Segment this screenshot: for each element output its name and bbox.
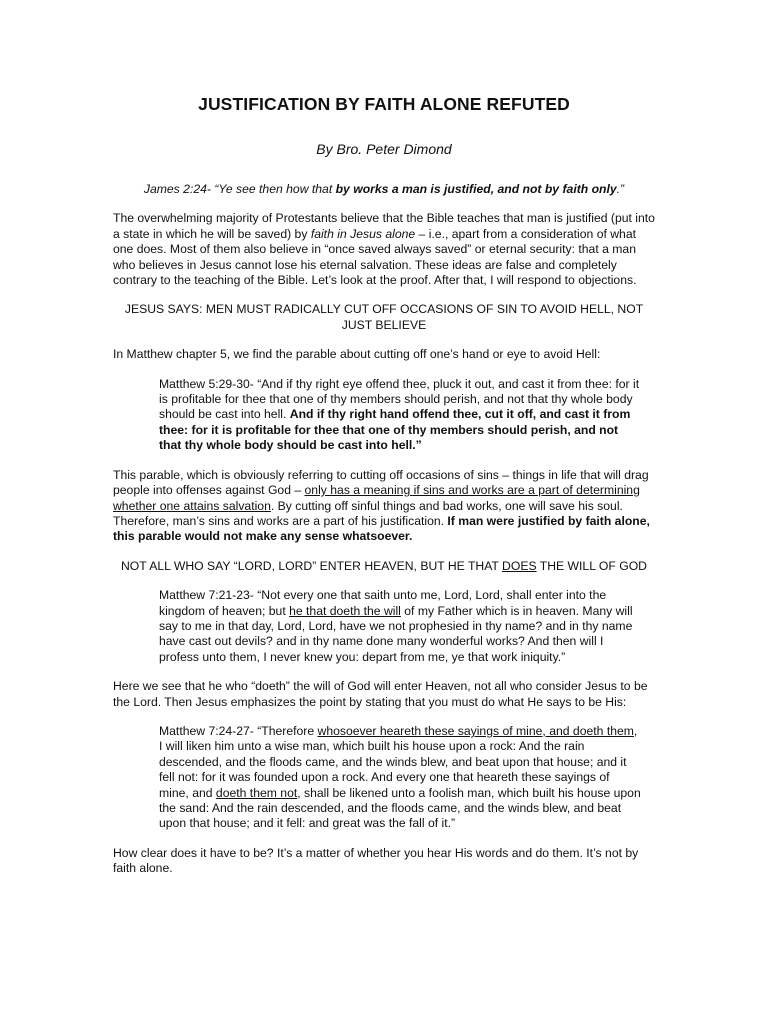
- para3-bold: If man were justified by faith alone, this parable would not make any sense whatsoever.: [113, 513, 650, 544]
- epigraph-ref: James 2:24- “Ye see then how that: [143, 182, 336, 196]
- epigraph-verse: [113, 182, 655, 197]
- quote1-bold: And if thy right hand offend thee, cut it off, and cast it from thee: for it is profitable for thee that one of thy members should perish, and not that thy whole body should be cast into hell.”: [159, 407, 631, 453]
- para3-underline: only has a meaning if sins and works are a part of determining whether one attains salvation: [113, 483, 640, 513]
- intro-paragraph: [113, 211, 655, 288]
- quote3-underline-2: doeth them not: [215, 785, 298, 800]
- intro-italic: faith in Jesus alone: [310, 226, 416, 241]
- quote2-text-2: of my Father which is in heaven. Many will say to me in that day, Lord, Lord, have we not prophesied in thy name? and in thy name have cast out devils? and in thy name done many wonderful works? And then will I profess unto them, I never knew you: depart from me, ye that work iniquity.”: [159, 603, 633, 664]
- quote-matthew-7-21: [159, 588, 641, 665]
- heading2-underline: DOES: [502, 558, 537, 573]
- quote2-underline: he that doeth the will: [289, 603, 401, 618]
- quote3-text-3: , shall be likened unto a foolish man, which built his house upon the sand: And the rain descended, and the floods came, and the winds blew, and beat upon that house; and it fell: and great was the fall of it.”: [159, 785, 641, 831]
- paragraph-conclusion: How clear does it have to be? It’s a matter of whether you hear His words and do them. It’s not by faith alone.: [113, 845, 639, 876]
- heading2-text-2: THE WILL OF GOD: [536, 558, 647, 573]
- quote-matthew-7-24: [159, 724, 641, 832]
- paragraph-doeth-will: Here we see that he who “doeth” the will of God will enter Heaven, not all who consider Jesus to be the Lord. Then Jesus emphasizes the point by stating that you must do what He says to be His:: [113, 679, 648, 709]
- quote1-text: Matthew 5:29-30- “And if thy right eye offend thee, pluck it out, and cast it from thee: for it is profitable for thee that one of thy members should perish, and not that thy whole body should be cast into hell.: [159, 376, 640, 422]
- quote3-text-2: , I will liken him unto a wise man, which built his house upon a rock: And the rain descended, and the floods came, and the winds blew, and beat upon that house; and it fell not: for it was founded upon a rock. And every one that heareth these sayings of mine, and: [159, 723, 638, 800]
- section-heading-2: [113, 559, 655, 574]
- document-title: JUSTIFICATION BY FAITH ALONE REFUTED: [198, 94, 570, 114]
- section-heading-1: JESUS SAYS: MEN MUST RADICALLY CUT OFF OCCASIONS OF SIN TO AVOID HELL, NOT JUST BELIEVE: [124, 302, 644, 332]
- quote3-text-1: Matthew 7:24-27- “Therefore: [159, 723, 318, 738]
- quote3-underline-1: whosoever heareth these sayings of mine, and doeth them: [317, 723, 634, 738]
- intro-text-1: The overwhelming majority of Protestants believe that the Bible teaches that man is justified (put into a state in which he will be saved) by: [113, 211, 655, 241]
- quote2-text-1: Matthew 7:21-23- “Not every one that saith unto me, Lord, Lord, shall enter into the kingdom of heaven; but: [159, 588, 607, 618]
- intro-text-2: – i.e., apart from a consideration of what one does. Most of them also believe in “once saved always saved” or eternal security: that a man who believes in Jesus cannot lose his eternal salvation. These ideas are false and completely contrary to the teaching of the Bible. Let’s look at the proof. After that, I will respond to objections.: [113, 226, 637, 288]
- author-line: By Bro. Peter Dimond: [316, 141, 452, 157]
- epigraph-emphasis: by works a man is justified, and not by faith only: [335, 182, 617, 196]
- para3-text-2: . By cutting off sinful things and bad works, one will save his soul. Therefore, man’s sins and works are a part of his justification.: [113, 498, 623, 528]
- para3-text-1: This parable, which is obviously referring to cutting off occasions of sins – things in life that will drag people into offenses against God –: [113, 467, 649, 498]
- quote-matthew-5-29: [159, 377, 641, 454]
- document-body: [113, 182, 655, 891]
- paragraph-matthew-5: In Matthew chapter 5, we find the parable about cutting off one’s hand or eye to avoid Hell:: [113, 347, 601, 362]
- heading2-text-1: NOT ALL WHO SAY “LORD, LORD” ENTER HEAVEN, BUT HE THAT: [121, 558, 503, 573]
- paragraph-parable: [113, 468, 655, 545]
- epigraph-end: .”: [616, 182, 625, 196]
